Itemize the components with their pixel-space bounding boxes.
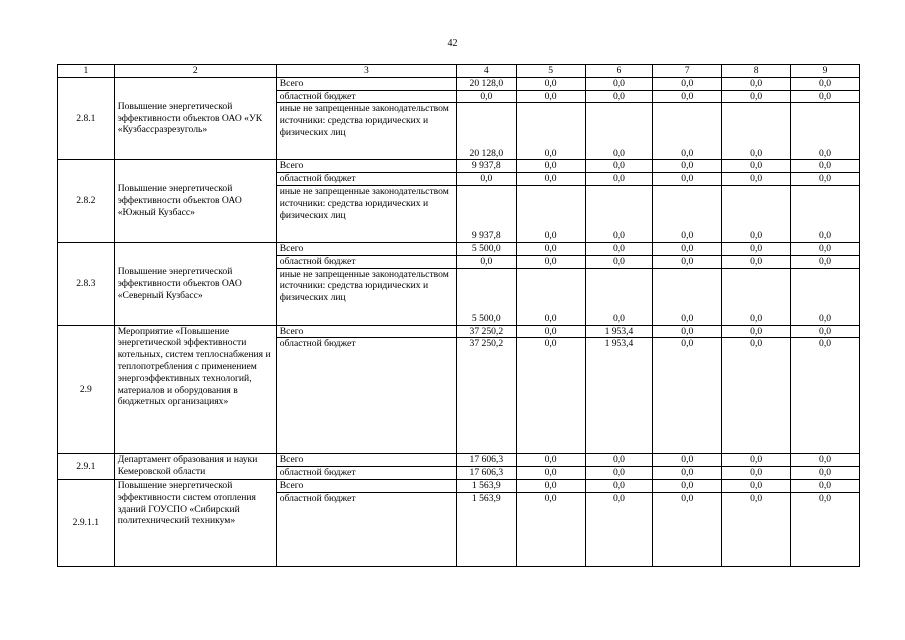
- value-cell: 0,0: [516, 90, 585, 103]
- value-cell: 0,0: [653, 268, 722, 325]
- value-cell: 0,0: [722, 338, 791, 454]
- value-cell: 0,0: [722, 492, 791, 566]
- value-cell: 0,0: [585, 268, 653, 325]
- item-title: Департамент образования и науки Кемеровской области: [114, 454, 276, 480]
- value-cell: 0,0: [456, 90, 516, 103]
- value-cell: 1 953,4: [585, 338, 653, 454]
- value-cell: 0,0: [791, 467, 860, 480]
- value-cell: 0,0: [653, 255, 722, 268]
- value-cell: 0,0: [653, 77, 722, 90]
- budget-table: [57, 64, 860, 567]
- table-row: [58, 77, 860, 90]
- funding-source: иные не запрещенные законодательством источники: средства юридических и физических лиц: [276, 185, 456, 242]
- value-cell: 9 937,8: [456, 185, 516, 242]
- value-cell: 0,0: [585, 492, 653, 566]
- value-cell: 0,0: [791, 255, 860, 268]
- funding-source: Всего: [276, 325, 456, 338]
- value-cell: 0,0: [722, 467, 791, 480]
- value-cell: 0,0: [516, 242, 585, 255]
- value-cell: 0,0: [653, 103, 722, 160]
- funding-source: областной бюджет: [276, 255, 456, 268]
- value-cell: 0,0: [722, 103, 791, 160]
- funding-source: Всего: [276, 454, 456, 467]
- value-cell: 0,0: [791, 173, 860, 186]
- value-cell: 1 563,9: [456, 492, 516, 566]
- value-cell: 0,0: [791, 338, 860, 454]
- value-cell: 0,0: [516, 185, 585, 242]
- funding-source: областной бюджет: [276, 338, 456, 454]
- value-cell: 37 250,2: [456, 325, 516, 338]
- value-cell: 0,0: [653, 242, 722, 255]
- value-cell: 0,0: [722, 185, 791, 242]
- funding-source: иные не запрещенные законодательством источники: средства юридических и физических лиц: [276, 103, 456, 160]
- value-cell: 0,0: [791, 90, 860, 103]
- value-cell: 0,0: [456, 173, 516, 186]
- value-cell: 0,0: [516, 255, 585, 268]
- value-cell: 0,0: [516, 173, 585, 186]
- value-cell: 0,0: [516, 479, 585, 492]
- header-cell: 8: [722, 65, 791, 78]
- value-cell: 0,0: [653, 325, 722, 338]
- funding-source: областной бюджет: [276, 90, 456, 103]
- value-cell: 5 500,0: [456, 242, 516, 255]
- header-cell: 9: [791, 65, 860, 78]
- value-cell: 0,0: [791, 325, 860, 338]
- header-cell: 6: [585, 65, 653, 78]
- value-cell: 0,0: [585, 479, 653, 492]
- value-cell: 0,0: [653, 479, 722, 492]
- value-cell: 37 250,2: [456, 338, 516, 454]
- item-title: Мероприятие «Повышение энергетической эффективности котельных, систем теплоснабжения и теплопотребления с применением энергоэффективных технологий, материалов и оборудования в бюджетных организациях»: [114, 325, 276, 454]
- value-cell: 0,0: [791, 454, 860, 467]
- value-cell: 0,0: [585, 77, 653, 90]
- header-cell: 7: [653, 65, 722, 78]
- header-row: [58, 65, 860, 78]
- value-cell: 0,0: [456, 255, 516, 268]
- value-cell: 0,0: [791, 103, 860, 160]
- value-cell: 1 563,9: [456, 479, 516, 492]
- value-cell: 0,0: [516, 77, 585, 90]
- value-cell: 0,0: [722, 173, 791, 186]
- value-cell: 0,0: [585, 173, 653, 186]
- funding-source: областной бюджет: [276, 173, 456, 186]
- value-cell: 0,0: [653, 173, 722, 186]
- value-cell: 0,0: [791, 268, 860, 325]
- header-cell: 3: [276, 65, 456, 78]
- value-cell: 0,0: [653, 467, 722, 480]
- value-cell: 0,0: [791, 479, 860, 492]
- value-cell: 0,0: [585, 467, 653, 480]
- header-cell: 1: [58, 65, 115, 78]
- header-cell: 5: [516, 65, 585, 78]
- funding-source: иные не запрещенные законодательством источники: средства юридических и физических лиц: [276, 268, 456, 325]
- table-row: [58, 479, 860, 492]
- funding-source: областной бюджет: [276, 492, 456, 566]
- value-cell: 0,0: [516, 160, 585, 173]
- value-cell: 0,0: [791, 242, 860, 255]
- item-code: 2.9: [58, 325, 115, 454]
- value-cell: 0,0: [722, 479, 791, 492]
- value-cell: 0,0: [722, 90, 791, 103]
- funding-source: областной бюджет: [276, 467, 456, 480]
- funding-source: Всего: [276, 242, 456, 255]
- value-cell: 0,0: [585, 90, 653, 103]
- value-cell: 0,0: [585, 255, 653, 268]
- value-cell: 0,0: [653, 454, 722, 467]
- item-code: 2.9.1.1: [58, 479, 115, 566]
- funding-source: Всего: [276, 160, 456, 173]
- value-cell: 0,0: [653, 160, 722, 173]
- item-title: Повышение энергетической эффективности объектов ОАО «УК «Кузбассразрезуголь»: [114, 77, 276, 160]
- value-cell: 0,0: [516, 325, 585, 338]
- value-cell: 0,0: [653, 90, 722, 103]
- value-cell: 0,0: [516, 338, 585, 454]
- table-row: [58, 160, 860, 173]
- value-cell: 0,0: [653, 185, 722, 242]
- header-cell: 4: [456, 65, 516, 78]
- value-cell: 0,0: [791, 160, 860, 173]
- item-code: 2.9.1: [58, 454, 115, 480]
- value-cell: 0,0: [516, 467, 585, 480]
- value-cell: 0,0: [722, 160, 791, 173]
- value-cell: 20 128,0: [456, 77, 516, 90]
- value-cell: 0,0: [516, 268, 585, 325]
- value-cell: 0,0: [585, 242, 653, 255]
- value-cell: 0,0: [653, 492, 722, 566]
- value-cell: 17 606,3: [456, 454, 516, 467]
- table-row: [58, 325, 860, 338]
- item-title: Повышение энергетической эффективности объектов ОАО «Северный Кузбасс»: [114, 242, 276, 325]
- value-cell: 0,0: [516, 454, 585, 467]
- value-cell: 0,0: [722, 242, 791, 255]
- item-code: 2.8.2: [58, 160, 115, 243]
- value-cell: 0,0: [722, 325, 791, 338]
- table-row: [58, 242, 860, 255]
- item-code: 2.8.1: [58, 77, 115, 160]
- item-code: 2.8.3: [58, 242, 115, 325]
- value-cell: 0,0: [791, 492, 860, 566]
- funding-source: Всего: [276, 479, 456, 492]
- value-cell: 0,0: [791, 185, 860, 242]
- value-cell: 0,0: [516, 103, 585, 160]
- value-cell: 0,0: [722, 268, 791, 325]
- item-title: Повышение энергетической эффективности объектов ОАО «Южный Кузбасс»: [114, 160, 276, 243]
- value-cell: 0,0: [585, 160, 653, 173]
- value-cell: 9 937,8: [456, 160, 516, 173]
- value-cell: 17 606,3: [456, 467, 516, 480]
- funding-source: Всего: [276, 77, 456, 90]
- table-row: [58, 454, 860, 467]
- value-cell: 0,0: [585, 185, 653, 242]
- value-cell: 0,0: [585, 103, 653, 160]
- header-cell: 2: [114, 65, 276, 78]
- value-cell: 20 128,0: [456, 103, 516, 160]
- value-cell: 0,0: [585, 454, 653, 467]
- value-cell: 0,0: [722, 77, 791, 90]
- value-cell: 5 500,0: [456, 268, 516, 325]
- value-cell: 1 953,4: [585, 325, 653, 338]
- value-cell: 0,0: [653, 338, 722, 454]
- item-title: Повышение энергетической эффективности систем отопления зданий ГОУСПО «Сибирский политехнический техникум»: [114, 479, 276, 566]
- value-cell: 0,0: [722, 454, 791, 467]
- value-cell: 0,0: [722, 255, 791, 268]
- page-number: 42: [447, 38, 458, 49]
- value-cell: 0,0: [516, 492, 585, 566]
- value-cell: 0,0: [791, 77, 860, 90]
